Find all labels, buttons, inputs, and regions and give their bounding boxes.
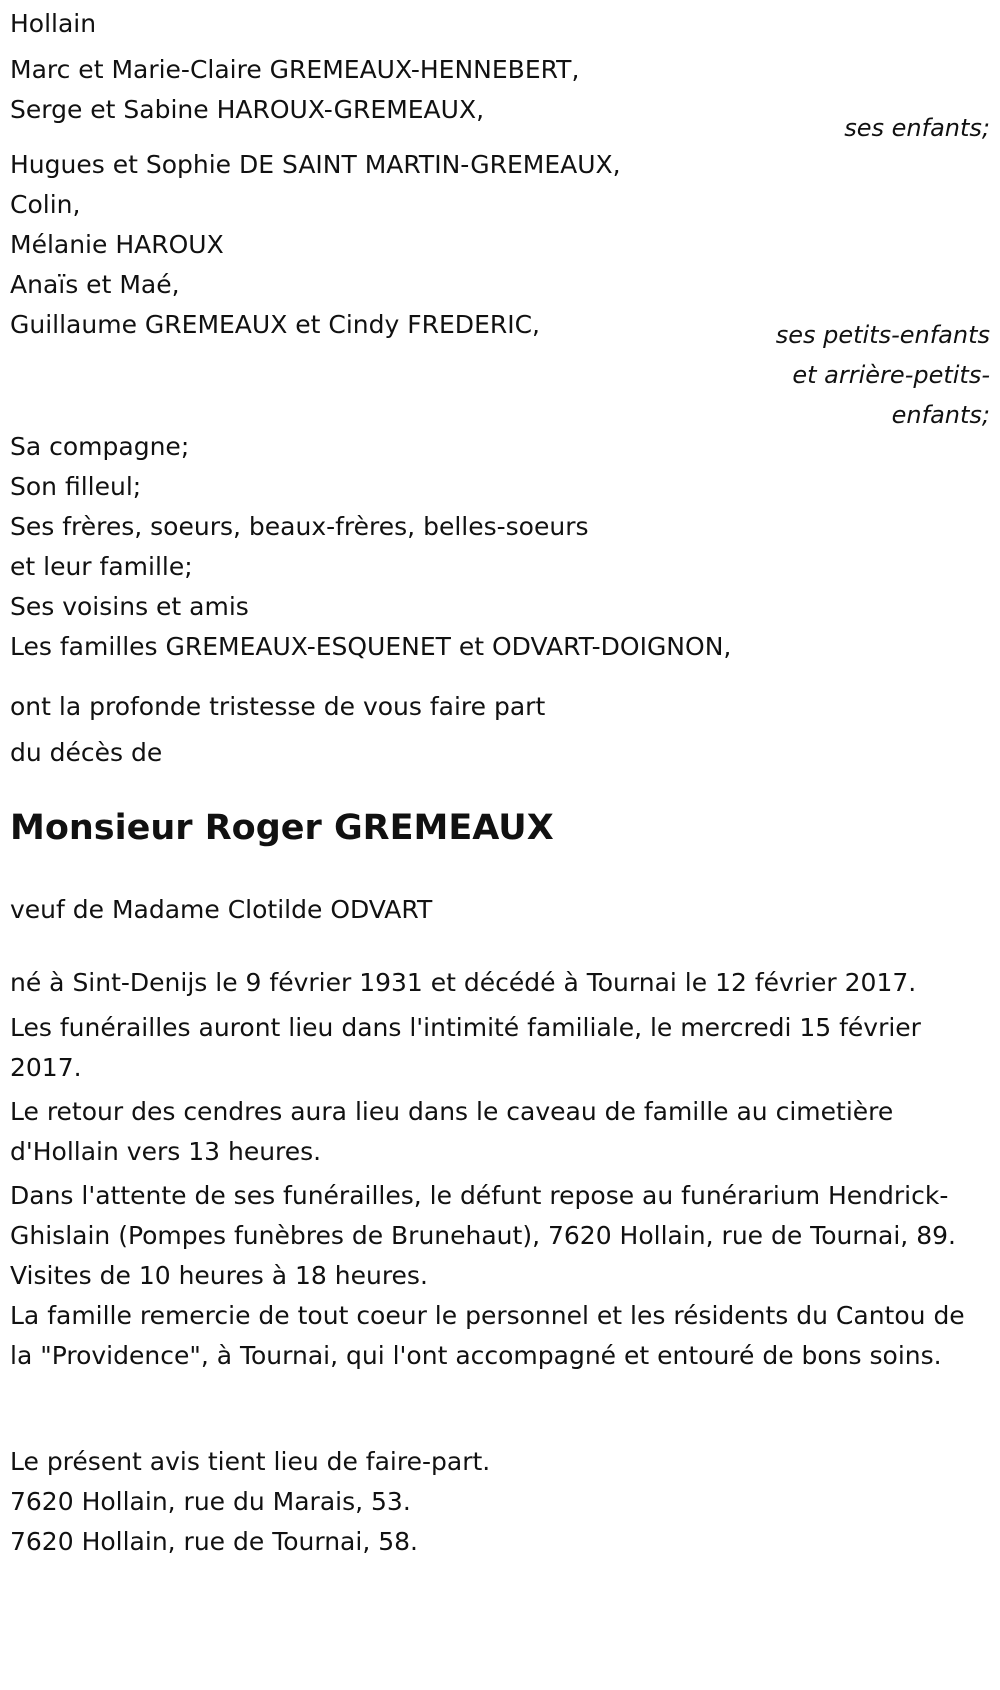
relatives-line: Ses frères, soeurs, beaux-frères, belles-soeurs <box>10 512 589 541</box>
relatives-line: Les familles GREMEAUX-ESQUENET et ODVART-DOIGNON, <box>10 632 732 661</box>
deces-de: du décès de <box>10 738 163 767</box>
grandchildren-line: Colin, <box>10 190 81 219</box>
relatives-line: et leur famille; <box>10 552 193 581</box>
grandchildren-line: Guillaume GREMEAUX et Cindy FREDERIC, <box>10 310 541 339</box>
ashes-info: Le retour des cendres aura lieu dans le caveau de famille au cimetière d'Hollain vers 13 heures. <box>10 1097 894 1166</box>
address-line: 7620 Hollain, rue de Tournai, 58. <box>10 1527 418 1556</box>
birth-death: né à Sint-Denijs le 9 février 1931 et décédé à Tournai le 12 février 2017. <box>10 968 917 997</box>
children-line: Serge et Sabine HAROUX-GREMEAUX, <box>10 95 485 124</box>
repose-info: Dans l'attente de ses funérailles, le défunt repose au funérarium Hendrick-Ghislain (Pompes funèbres de Brunehaut), 7620 Hollain, rue de Tournai, 89. Visites de 10 heures à 18 heures. <box>10 1181 956 1290</box>
funeral-info: Les funérailles auront lieu dans l'intimité familiale, le mercredi 15 février 2017. <box>10 1013 921 1082</box>
grandchildren-role <box>10 315 990 435</box>
children-role: ses enfants; <box>844 114 990 142</box>
grandchildren-role-line: ses petits-enfants <box>775 321 990 349</box>
grandchildren-line: Anaïs et Maé, <box>10 270 180 299</box>
address-line: 7620 Hollain, rue du Marais, 53. <box>10 1487 411 1516</box>
children-line: Marc et Marie-Claire GREMEAUX-HENNEBERT, <box>10 55 580 84</box>
deceased-name: Monsieur Roger GREMEAUX <box>10 808 554 848</box>
relatives-line: Son filleul; <box>10 472 142 501</box>
widow-of: veuf de Madame Clotilde ODVART <box>10 895 433 924</box>
relatives-line: Sa compagne; <box>10 432 190 461</box>
relatives-list <box>10 427 731 667</box>
thanks-info: La famille remercie de tout coeur le personnel et les résidents du Cantou de la "Providence", à Tournai, qui l'ont accompagné et entouré de bons soins. <box>10 1301 965 1370</box>
grandchildren-line: Mélanie HAROUX <box>10 230 224 259</box>
grandchildren-role-line: enfants; <box>891 401 990 429</box>
grandchildren-role-line: et arrière-petits- <box>792 361 990 389</box>
closing-notice <box>10 1442 490 1562</box>
relatives-line: Ses voisins et amis <box>10 592 249 621</box>
announcement: ont la profonde tristesse de vous faire part <box>10 692 546 721</box>
location-heading: Hollain <box>10 9 97 38</box>
notice-line: Le présent avis tient lieu de faire-part. <box>10 1447 491 1476</box>
grandchildren-line: Hugues et Sophie DE SAINT MARTIN-GREMEAUX, <box>10 150 621 179</box>
